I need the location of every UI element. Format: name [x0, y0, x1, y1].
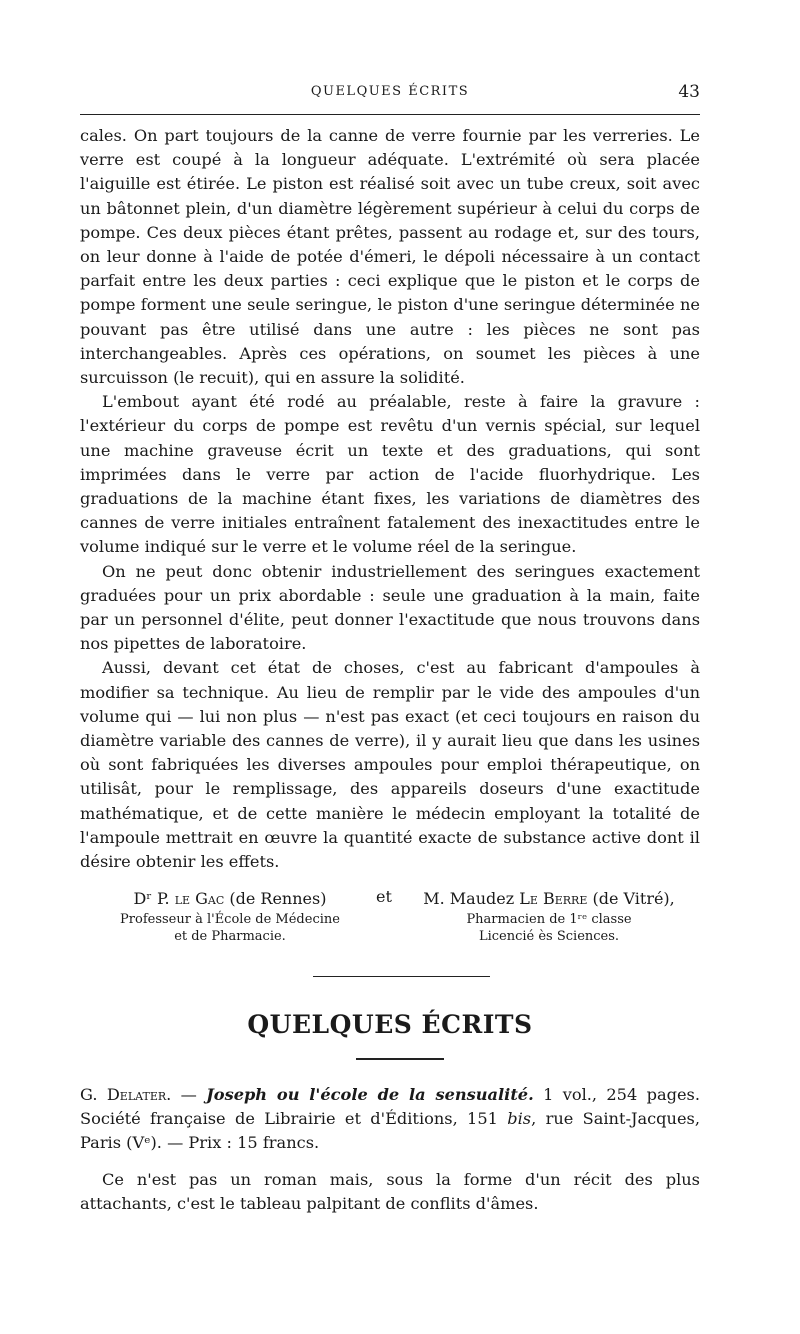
page-number: 43 — [678, 82, 700, 102]
article-body — [80, 124, 700, 874]
signature-right — [398, 887, 700, 945]
paragraph: Aussi, devant cet état de choses, c'est au fabricant d'ampoules à modifier sa technique. Au lieu de remplir par le vide des ampoules d'un volume qui — lui non plus — n'est pas exact (et ceci toujours en raison du diamètre variable des cannes de verre), il y aurait lieu que dans les usines où sont fabriquées les diverses ampoules pour emploi thérapeutique, on utilisât, pour le remplissage, des appareils doseurs d'une exactitude mathématique, et de cette manière le médecin employant la totalité de l'ampoule mettrait en œuvre la quantité exacte de substance active dont il désire obtenir les effets. — [80, 658, 700, 872]
signature-name: M. Maudez Le Berre (de Vitré), — [423, 889, 675, 908]
review-author: G. Delater. — [80, 1085, 172, 1104]
paragraph: On ne peut donc obtenir industriellement des seringues exactement graduées pour un prix abordable : seule une graduation à la main, faite par un personnel d'élite, peut donner l'exactitude que nous trouvons dans nos pipettes de laboratoire. — [80, 561, 700, 654]
signature-joiner: et — [376, 887, 392, 906]
signature-left — [80, 887, 380, 945]
signature-title: Licencié ès Sciences. — [478, 929, 620, 944]
review-comment: Ce n'est pas un roman mais, sous la forme d'un récit des plus attachants, c'est le tableau palpitant de conflits d'âmes. — [80, 1169, 700, 1213]
signature-title: Professeur à l'École de Médecine — [120, 912, 340, 927]
signature-title: Pharmacien de 1ʳᵉ classe — [466, 912, 632, 927]
signature-title: et de Pharmacie. — [174, 929, 286, 944]
page-header — [80, 84, 700, 106]
review-entry: G. Delater. — Joseph ou l'école de la sensualité. 1 vol., 254 pages. Société française de Librairie et d'Éditions, 151 bis, rue Saint-Jacques, Paris (Vᵉ). — Prix : 15 francs. — [80, 1085, 701, 1153]
review-book-title: Joseph ou l'école de la sensualité. — [206, 1085, 534, 1104]
title-rule — [356, 1058, 444, 1060]
header-rule — [80, 114, 700, 115]
signatures — [80, 887, 700, 967]
paragraph: L'embout ayant été rodé au préalable, reste à faire la gravure : l'extérieur du corps de pompe est revêtu d'un vernis spécial, sur lequel une machine graveuse écrit un texte et des graduations, qui sont imprimées dans le verre par action de l'acide fluorhydrique. Les graduations de la machine étant fixes, les variations de diamètres des cannes de verre initiales entraînent fatalement des inexactitudes entre le volume indiqué sur le verre et le volume réel de la seringue. — [80, 392, 700, 557]
book-review — [80, 1083, 700, 1216]
signature-name: Dʳ P. le Gac (de Rennes) — [133, 889, 327, 908]
section-title: QUELQUES ÉCRITS — [247, 1010, 533, 1039]
paragraph: cales. On part toujours de la canne de verre fournie par les verreries. Le verre est coupé à la longueur adéquate. L'extrémité où sera placée l'aiguille est étirée. Le piston est réalisé soit avec un tube creux, soit avec un bâtonnet plein, d'un diamètre légèrement supérieur à celui du corps de pompe. Ces deux pièces étant prêtes, passent au rodage et, sur des tours, on leur donne à l'aide de potée d'émeri, le dépoli nécessaire à un contact parfait entre les deux parties : ceci explique que le piston et le corps de pompe forment une seule seringue, le piston d'une seringue déterminée ne pouvant pas être utilisé dans une autre : les pièces ne sont pas interchangeables. Après ces opérations, on soumet les pièces à une surcuisson (le recuit), qui en assure la solidité. — [80, 126, 700, 388]
separator-rule — [313, 976, 490, 977]
running-title: QUELQUES ÉCRITS — [310, 84, 470, 99]
